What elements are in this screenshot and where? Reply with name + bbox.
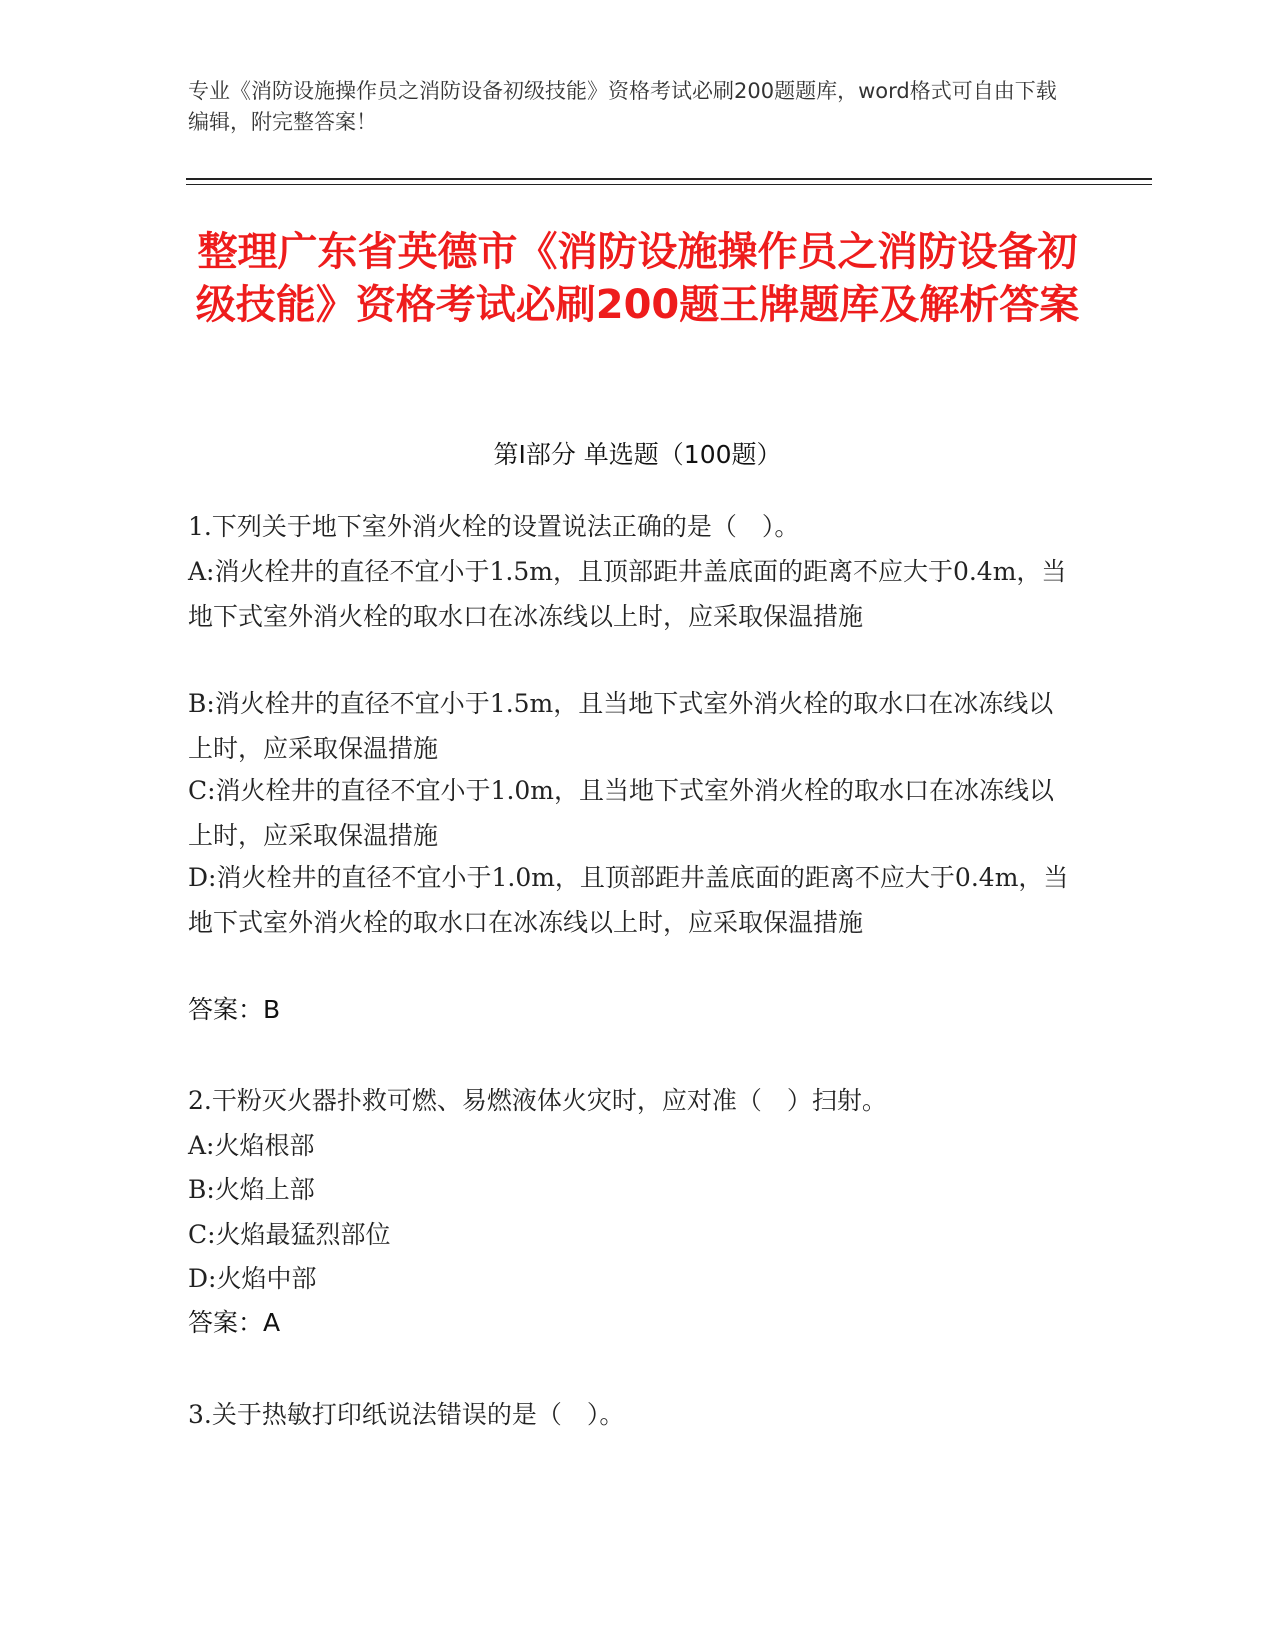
option-d: D:火焰中部 (188, 1264, 317, 1293)
question-stem: 2.干粉灭火器扑救可燃、易燃液体火灾时，应对准（ ）扫射。 (188, 1086, 887, 1115)
answer-label: 答案：B (188, 995, 281, 1024)
option-a: A:火焰根部 (188, 1131, 315, 1160)
option-c: C:消火栓井的直径不宜小于1.0m，且当地下式室外消火栓的取水口在冰冻线以上时，应采取保温措施 (188, 776, 1055, 850)
option-d: D:消火栓井的直径不宜小于1.0m，且顶部距井盖底面的距离不应大于0.4m，当地下式室外消火栓的取水口在冰冻线以上时，应采取保温措施 (188, 863, 1069, 937)
option-b: B:火焰上部 (188, 1175, 315, 1204)
section-heading: 第Ⅰ部分 单选题（100题） (493, 440, 782, 469)
header-note: 专业《消防设施操作员之消防设备初级技能》资格考试必刷200题题库，word格式可自由下载编辑，附完整答案！ (188, 79, 1057, 134)
header-rule-thick (186, 178, 1152, 180)
option-c: C:火焰最猛烈部位 (188, 1220, 391, 1249)
answer-label: 答案：A (188, 1308, 281, 1337)
header-rule-thin (186, 184, 1152, 185)
option-a: A:消火栓井的直径不宜小于1.5m，且顶部距井盖底面的距离不应大于0.4m，当地下式室外消火栓的取水口在冰冻线以上时，应采取保温措施 (188, 557, 1067, 631)
question-stem: 1.下列关于地下室外消火栓的设置说法正确的是（ ）。 (188, 512, 800, 541)
option-b: B:消火栓井的直径不宜小于1.5m，且当地下式室外消火栓的取水口在冰冻线以上时，应采取保温措施 (188, 689, 1054, 763)
document-title: 整理广东省英德市《消防设施操作员之消防设备初级技能》资格考试必刷200题王牌题库及解析答案 (195, 229, 1080, 328)
question-stem: 3.关于热敏打印纸说法错误的是（ ）。 (188, 1400, 625, 1429)
